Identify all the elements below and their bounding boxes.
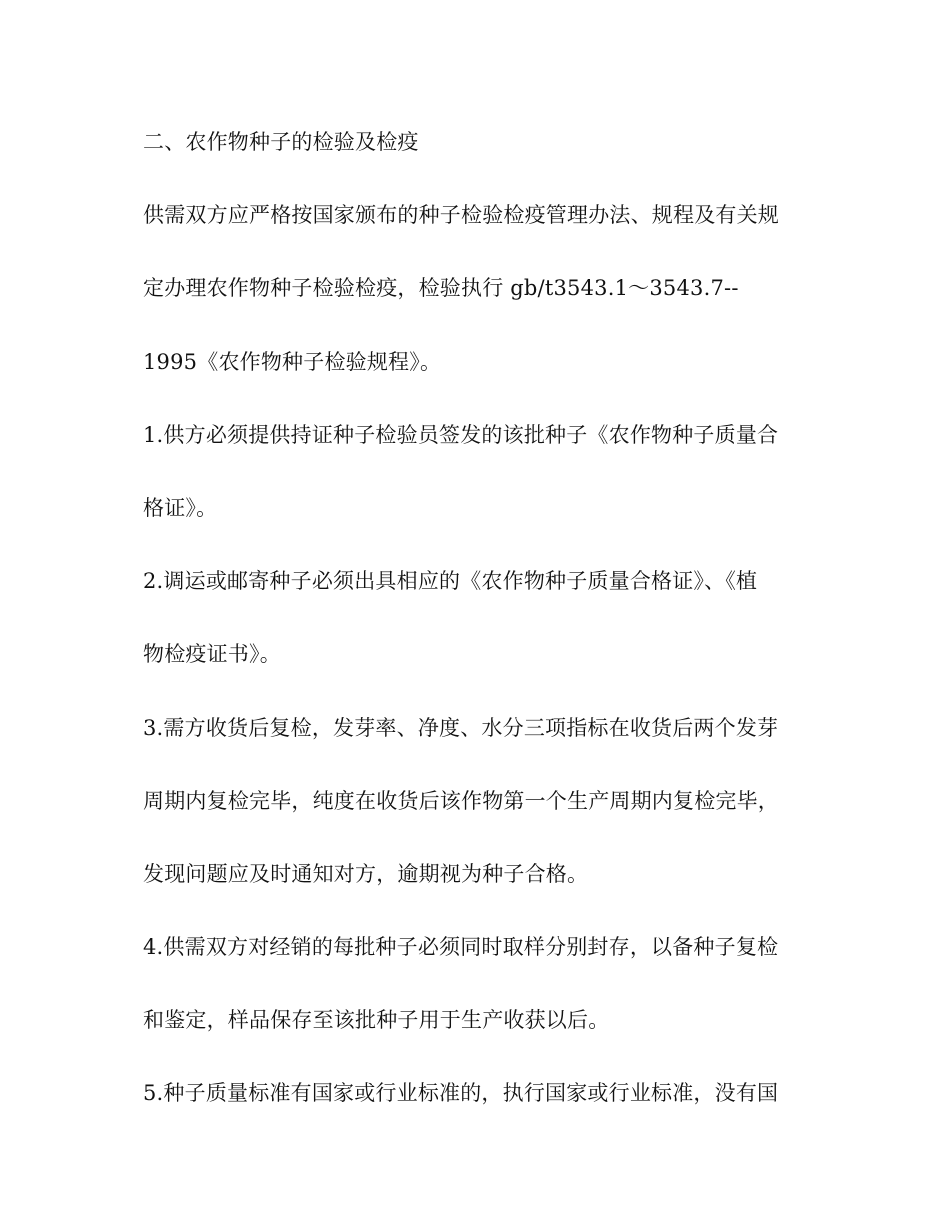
text-line: 1.供方必须提供持证种子检验员签发的该批种子《农作物种子质量合 — [143, 422, 779, 447]
section-heading: 二、农作物种子的检验及检疫 — [143, 130, 419, 154]
text-line: 3.需方收货后复检，发芽率、净度、水分三项指标在收货后两个发芽 — [143, 715, 779, 740]
text-line: 定办理农作物种子检验检疫，检验执行 gb/t3543.1～3543.7-- — [143, 276, 739, 301]
text-line: 供需双方应严格按国家颁布的种子检验检疫管理办法、规程及有关规 — [143, 203, 779, 228]
text-line: 周期内复检完毕，纯度在收货后该作物第一个生产周期内复检完毕， — [143, 788, 779, 813]
text-line: 4.供需双方对经销的每批种子必须同时取样分别封存，以备种子复检 — [143, 935, 779, 960]
text-line: 和鉴定，样品保存至该批种子用于生产收获以后。 — [143, 1008, 610, 1033]
text-line: 发现问题应及时通知对方，逾期视为种子合格。 — [143, 861, 589, 886]
text-line: 5.种子质量标准有国家或行业标准的，执行国家或行业标准，没有国 — [143, 1081, 779, 1106]
text-line: 2.调运或邮寄种子必须出具相应的《农作物种子质量合格证》、《植 — [143, 569, 758, 594]
document-body — [143, 119, 803, 1144]
text-line: 物检疫证书》。 — [143, 642, 281, 667]
text-line: 格证》。 — [143, 495, 218, 520]
text-line: 1995《农作物种子检验规程》。 — [143, 349, 442, 374]
